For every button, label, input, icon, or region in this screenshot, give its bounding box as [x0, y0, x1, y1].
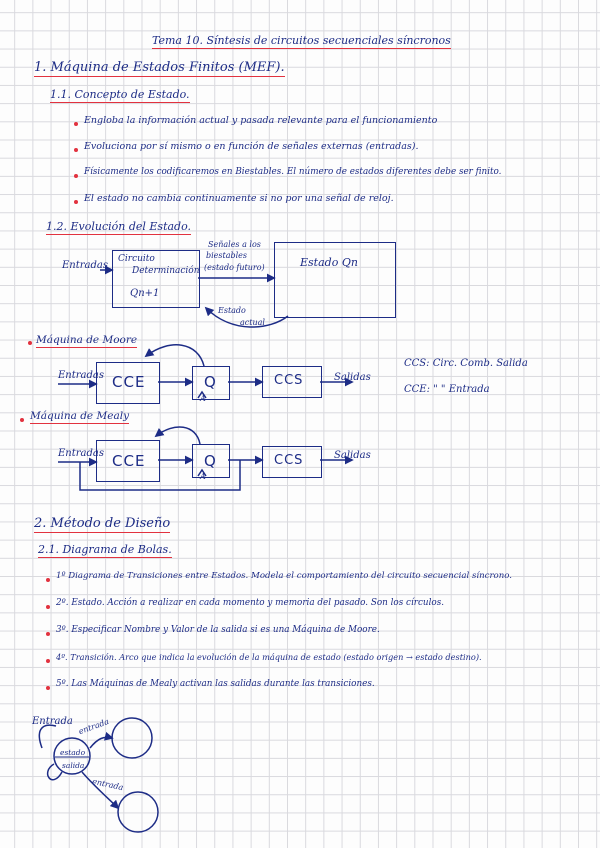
mealy-title: Máquina de Mealy	[30, 410, 130, 422]
moore-entradas-label: Entradas	[58, 370, 104, 381]
qn1-label: Qn+1	[130, 288, 160, 299]
concept-bullet-2: Evoluciona por sí mismo o en función de señales externas (entradas).	[84, 141, 419, 152]
current-state-label-line1: Estado	[218, 306, 246, 315]
design-bullet-4: 4º. Transición. Arco que indica la evolución de la máquina de estado (estado origen → estado destino).	[56, 652, 482, 662]
subsection-1-1-heading: 1.1. Concepto de Estado.	[50, 88, 190, 101]
bullet-dot	[20, 418, 24, 422]
bullet-dot	[74, 174, 78, 178]
current-state-label-line2: actual	[240, 318, 265, 327]
bullet-dot	[46, 578, 50, 582]
section-1-heading: 1. Máquina de Estados Finitos (MEF).	[34, 60, 285, 75]
design-bullet-3: 3º. Especificar Nombre y Valor de la salida si es una Máquina de Moore.	[56, 625, 380, 635]
moore-title: Máquina de Moore	[36, 334, 138, 346]
concept-bullet-4: El estado no cambia continuamente si no por una señal de reloj.	[84, 193, 394, 204]
bubble-self-loop	[48, 764, 62, 780]
bullet-dot	[74, 122, 78, 126]
bullet-dot	[74, 148, 78, 152]
moore-clock-label: A	[200, 394, 206, 403]
cce-legend: CCE: " " Entrada	[404, 384, 490, 395]
bullet-dot	[74, 200, 78, 204]
mealy-ccs-label: CCS	[274, 453, 304, 468]
design-bullet-1: 1º Diagrama de Transiciones entre Estados. Modela el comportamiento del circuito secuencial síncrono.	[56, 571, 513, 581]
mealy-feedback-arrow	[156, 427, 200, 444]
signals-label-line2: biestables	[206, 251, 248, 260]
mealy-cce-label: CCE	[112, 452, 146, 470]
moore-ccs-label: CCS	[274, 373, 304, 388]
moore-q-label: Q	[204, 373, 217, 391]
bullet-dot	[46, 605, 50, 609]
bullet-dot	[46, 686, 50, 690]
concept-bullet-1: Engloba la información actual y pasada relevante para el funcionamiento	[84, 115, 438, 126]
bullet-dot	[46, 659, 50, 663]
mealy-q-label: Q	[204, 452, 217, 470]
subsection-1-2-heading: 1.2. Evolución del Estado.	[46, 220, 192, 233]
moore-cce-label: CCE	[112, 373, 146, 391]
bubble-state-label: estado	[60, 748, 86, 757]
transition-arc-label-1: entrada	[77, 716, 111, 737]
subsection-2-1-heading: 2.1. Diagrama de Bolas.	[38, 543, 172, 556]
target-bubble-1	[112, 718, 152, 758]
concept-bullet-3: Físicamente los codificaremos en Biestables. El número de estados diferentes debe ser finito.	[84, 167, 502, 177]
signals-label-line1: Señales a los	[208, 240, 261, 249]
circuit-label-line2: Determinación	[132, 266, 200, 276]
mealy-clock-label: A	[200, 472, 206, 481]
design-bullet-5: 5º. Las Máquinas de Mealy activan las salidas durante las transiciones.	[56, 679, 375, 689]
state-box	[274, 242, 396, 318]
ccs-legend: CCS: Circ. Comb. Salida	[404, 358, 528, 369]
bubble-entry-arrow	[39, 725, 56, 748]
bubble-output-label: salida	[62, 761, 85, 770]
bullet-dot	[46, 632, 50, 636]
circuit-label-line1: Circuito	[118, 254, 155, 264]
bullet-dot	[28, 341, 32, 345]
signals-label-line3: (estado futuro)	[204, 263, 265, 272]
section-2-heading: 2. Método de Diseño	[34, 516, 171, 531]
mealy-entradas-label: Entradas	[58, 448, 104, 459]
page-title: Tema 10. Síntesis de circuitos secuenciales síncronos	[152, 34, 451, 47]
evolution-entradas-label: Entradas	[62, 260, 108, 271]
design-bullet-2: 2º. Estado. Acción a realizar en cada momento y memoria del pasado. Son los círculos.	[56, 598, 444, 608]
target-bubble-2	[118, 792, 158, 832]
transition-arrow-1	[90, 737, 112, 748]
bubble-entrada-label: Entrada	[32, 716, 73, 727]
moore-salidas-label: Salidas	[334, 372, 371, 383]
state-qn-label: Estado Qn	[300, 256, 358, 269]
transition-arc-label-2: entrada	[91, 776, 125, 793]
mealy-salidas-label: Salidas	[334, 450, 371, 461]
